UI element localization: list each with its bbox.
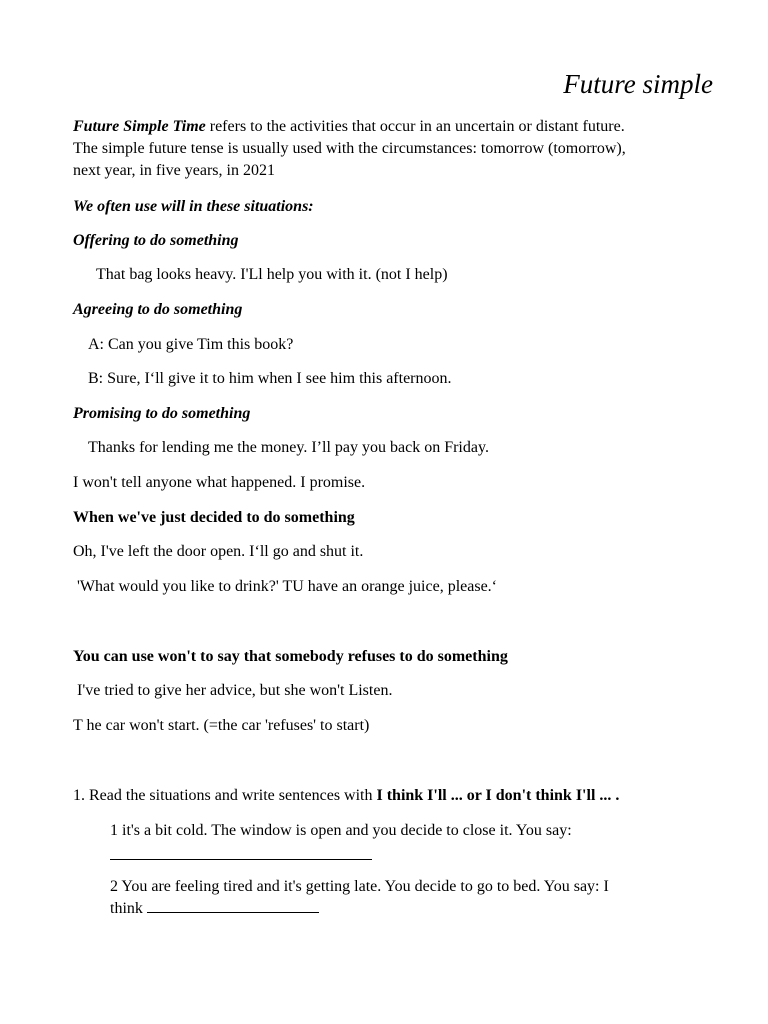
agreeing-heading: Agreeing to do something: [73, 301, 243, 318]
will-heading: We often use will in these situations:: [73, 198, 314, 215]
exercise-item-2-answer-line: [110, 898, 319, 920]
decided-heading: When we've just decided to do something: [73, 509, 355, 526]
intro-line-3: next year, in five years, in 2021: [73, 162, 275, 179]
intro-line-2: The simple future tense is usually used with the circumstances: tomorrow (tomorrow),: [73, 140, 626, 157]
agreeing-example-b: B: Sure, I‘ll give it to him when I see him this afternoon.: [88, 370, 452, 387]
promising-example-1: Thanks for lending me the money. I’ll pay you back on Friday.: [88, 439, 489, 456]
agreeing-example-a: A: Can you give Tim this book?: [88, 336, 294, 353]
decided-example-2: 'What would you like to drink?' TU have an orange juice, please.‘: [77, 578, 497, 595]
intro-text-1: refers to the activities that occur in an uncertain or distant future.: [205, 118, 625, 135]
intro-paragraph: [73, 116, 713, 182]
intro-term: Future Simple Time: [73, 118, 206, 135]
wont-heading: You can use won't to say that somebody refuses to do something: [73, 648, 508, 665]
exercise-instruction-bold: I think I'll ... or I don't think I'll ... .: [376, 787, 620, 804]
page-title: Future simple: [563, 69, 713, 99]
promising-example-2: I won't tell anyone what happened. I promise.: [73, 474, 366, 491]
exercise-instruction: [73, 785, 619, 807]
exercise-item-2: 2 You are feeling tired and it's getting late. You decide to go to bed. You say: I: [110, 878, 609, 895]
promising-heading: Promising to do something: [73, 405, 251, 422]
exercise-instruction-prefix: 1. Read the situations and write sentences with: [73, 787, 377, 804]
wont-example-2: T he car won't start. (=the car 'refuses' to start): [73, 717, 370, 734]
exercise-item-1-answer-line: [110, 845, 372, 867]
wont-example-1: I've tried to give her advice, but she won't Listen.: [77, 682, 393, 699]
exercise-item-1: 1 it's a bit cold. The window is open and you decide to close it. You say:: [110, 822, 572, 839]
decided-example-1: Oh, I've left the door open. I‘ll go and shut it.: [73, 543, 364, 560]
offering-example: That bag looks heavy. I'Ll help you with it. (not I help): [96, 266, 448, 283]
exercise-item-2-prefix: think: [110, 900, 147, 917]
answer-blank-1[interactable]: [110, 845, 372, 860]
offering-heading: Offering to do something: [73, 232, 239, 249]
answer-blank-2[interactable]: [147, 898, 319, 913]
intro-line-1: [73, 116, 713, 138]
